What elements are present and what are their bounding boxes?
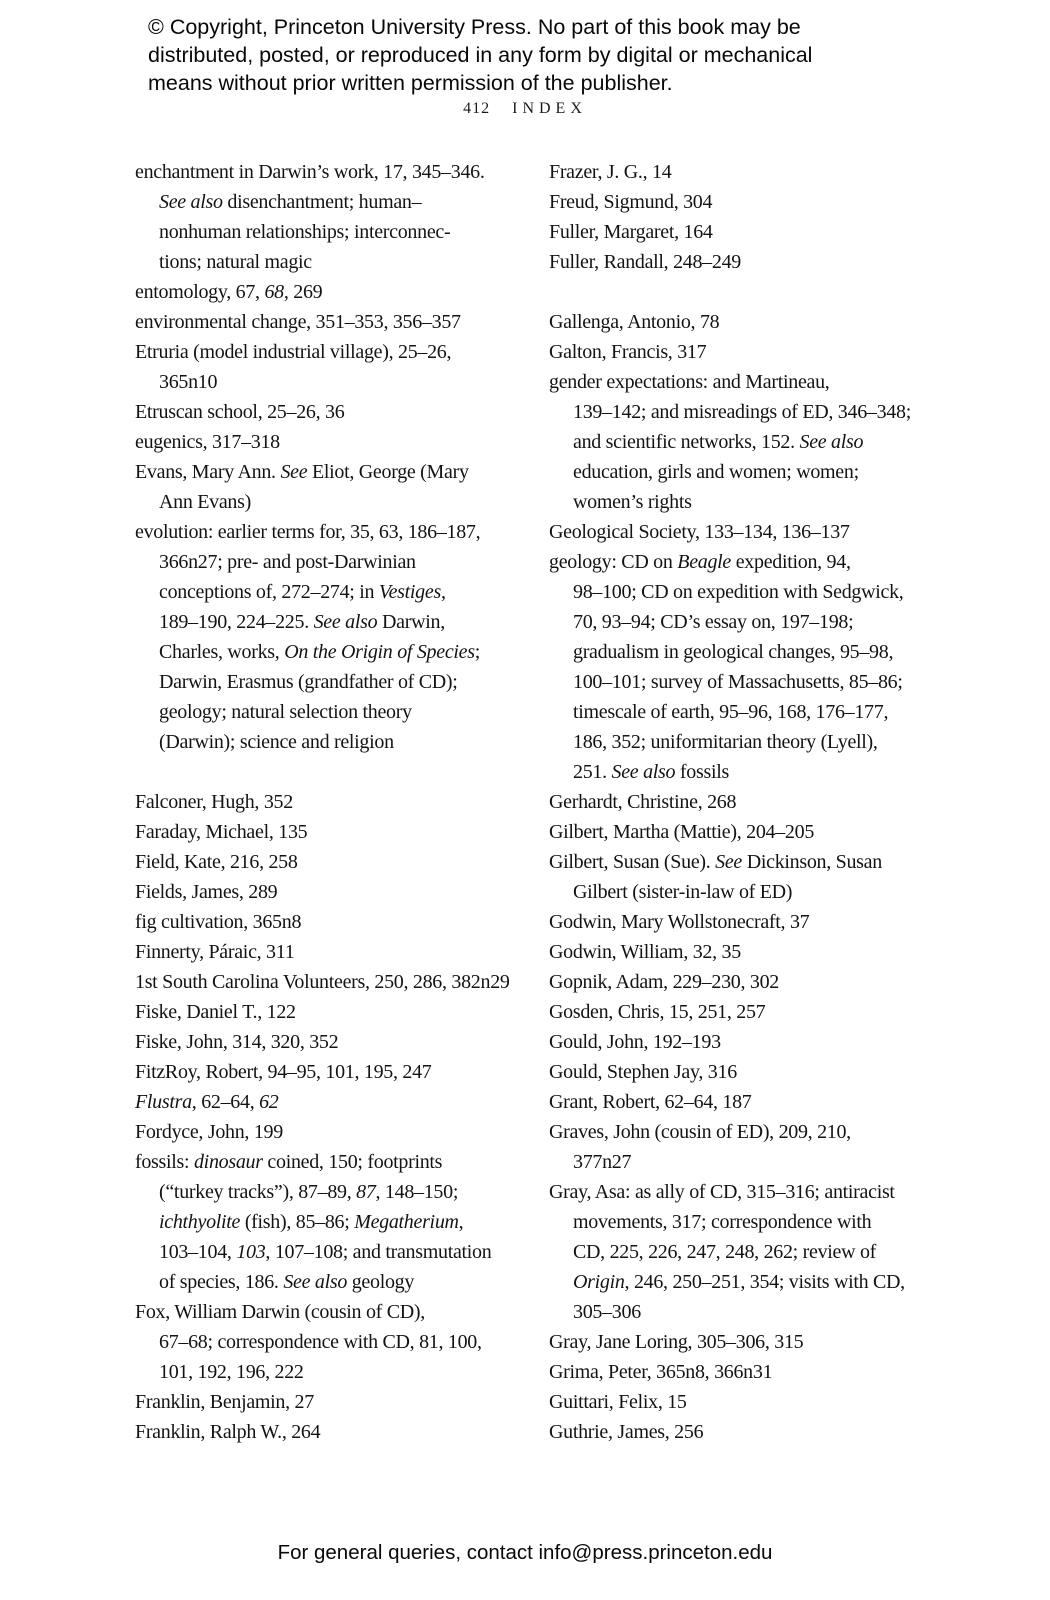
index-entry-continuation-line (135, 697, 535, 727)
plain-text: Grant, Robert, 62–64, 187 (549, 1091, 752, 1113)
plain-text: Etruria (model industrial village), 25–26, (135, 341, 452, 363)
index-entry-first-line (135, 817, 535, 847)
plain-text: Fuller, Randall, 248–249 (549, 251, 741, 273)
plain-text: Galton, Francis, 317 (549, 341, 707, 363)
page-number: 412 (463, 100, 491, 117)
italic-text: See also (313, 611, 378, 633)
index-entry-first-line (135, 1387, 535, 1417)
index-entry-continuation-line (135, 607, 535, 637)
plain-text: fossils: (135, 1151, 194, 1173)
section-title: INDEX (512, 100, 587, 117)
index-entry-first-line (549, 1117, 949, 1147)
index-entry (135, 1027, 535, 1057)
index-entry-first-line (549, 1357, 949, 1387)
plain-text: entomology, 67, (135, 281, 265, 303)
page-header (0, 100, 1050, 118)
index-entry (549, 307, 949, 337)
italic-text: 103 (236, 1241, 266, 1263)
index-column-left (135, 157, 535, 1447)
index-entry (549, 1417, 949, 1447)
plain-text: enchantment in Darwin’s work, 17, 345–346. (135, 161, 485, 183)
index-entry-first-line (549, 517, 949, 547)
plain-text: disenchantment; human– (222, 191, 422, 213)
plain-text: , 269 (283, 281, 323, 303)
plain-text: Geological Society, 133–134, 136–137 (549, 521, 850, 543)
plain-text: Fiske, Daniel T., 122 (135, 1001, 296, 1023)
index-entry (549, 967, 949, 997)
plain-text: movements, 317; correspondence with (573, 1211, 872, 1233)
index-entry (135, 877, 535, 907)
plain-text: , 107–108; and transmutation (265, 1241, 492, 1263)
index-entry-first-line (135, 997, 535, 1027)
index-entry (549, 1177, 949, 1327)
plain-text: , 62–64, (191, 1091, 260, 1113)
plain-text: Gould, Stephen Jay, 316 (549, 1061, 737, 1083)
index-entry-continuation-line (135, 1207, 535, 1237)
index-entry-first-line (135, 877, 535, 907)
plain-text: Gosden, Chris, 15, 251, 257 (549, 1001, 766, 1023)
plain-text: Fuller, Margaret, 164 (549, 221, 713, 243)
index-entry-first-line (549, 1387, 949, 1417)
index-entry-continuation-line (549, 727, 949, 757)
index-entry (135, 1087, 535, 1117)
index-entry (135, 787, 535, 817)
index-entry-first-line (135, 397, 535, 427)
index-entry (135, 277, 535, 307)
plain-text: Graves, John (cousin of ED), 209, 210, (549, 1121, 851, 1143)
italic-text: ichthyolite (159, 1211, 241, 1233)
plain-text: eugenics, 317–318 (135, 431, 280, 453)
plain-text: Charles, works, (159, 641, 285, 663)
index-entry-continuation-line (135, 1177, 535, 1207)
plain-text: Field, Kate, 216, 258 (135, 851, 298, 873)
plain-text: fossils (675, 761, 729, 783)
plain-text: geology; natural selection theory (159, 701, 412, 723)
index-entry (549, 517, 949, 547)
plain-text: conceptions of, 272–274; in (159, 581, 379, 603)
index-entry (549, 787, 949, 817)
index-entry-continuation-line (549, 667, 949, 697)
index-entry-continuation-line (549, 577, 949, 607)
index-entry-continuation-line (549, 397, 949, 427)
index-entry-continuation-line (135, 187, 535, 217)
index-entry-first-line (549, 787, 949, 817)
plain-text: Fields, James, 289 (135, 881, 278, 903)
italic-text: Origin (573, 1271, 625, 1293)
index-entry-first-line (549, 1177, 949, 1207)
plain-text: Etruscan school, 25–26, 36 (135, 401, 345, 423)
italic-text: See also (283, 1271, 348, 1293)
alpha-group-gap (135, 757, 535, 787)
index-entry-first-line (549, 187, 949, 217)
index-entry (549, 937, 949, 967)
index-entry (135, 997, 535, 1027)
index-entry-continuation-line (135, 1357, 535, 1387)
index-entry-continuation-line (135, 667, 535, 697)
plain-text: geology: CD on (549, 551, 678, 573)
index-entry-continuation-line (135, 1267, 535, 1297)
index-entry (549, 547, 949, 787)
index-entry-continuation-line (549, 757, 949, 787)
index-entry-continuation-line (549, 1267, 949, 1297)
italic-text: See (280, 461, 308, 483)
plain-text: Evans, Mary Ann. (135, 461, 281, 483)
index-entry-continuation-line (549, 637, 949, 667)
italic-text: dinosaur (193, 1151, 263, 1173)
index-entry (549, 1327, 949, 1357)
plain-text: evolution: earlier terms for, 35, 63, 186–187, (135, 521, 481, 543)
plain-text: and scientific networks, 152. (573, 431, 800, 453)
plain-text: Fordyce, John, 199 (135, 1121, 283, 1143)
index-entry-first-line (135, 277, 535, 307)
index-entry-first-line (135, 1027, 535, 1057)
index-entry-first-line (549, 817, 949, 847)
plain-text: Faraday, Michael, 135 (135, 821, 308, 843)
index-entry (135, 937, 535, 967)
index-entry (135, 1147, 535, 1297)
index-entry (549, 187, 949, 217)
plain-text: geology (347, 1271, 415, 1293)
plain-text: Gilbert, Martha (Mattie), 204–205 (549, 821, 815, 843)
copyright-notice (148, 13, 812, 97)
plain-text: Ann Evans) (159, 491, 251, 513)
italic-text: See also (799, 431, 864, 453)
index-entry-first-line (549, 157, 949, 187)
index-entry-continuation-line (135, 577, 535, 607)
plain-text: Franklin, Benjamin, 27 (135, 1391, 314, 1413)
index-entry-continuation-line (135, 1237, 535, 1267)
index-entry (135, 907, 535, 937)
index-entry-continuation-line (135, 217, 535, 247)
plain-text: gradualism in geological changes, 95–98, (573, 641, 894, 663)
italic-text: See (715, 851, 743, 873)
index-entry (135, 1297, 535, 1387)
index-entry-first-line (549, 1327, 949, 1357)
plain-text: Eliot, George (Mary (307, 461, 469, 483)
italic-text: 68 (264, 281, 284, 303)
index-entry (549, 1057, 949, 1087)
index-entry-continuation-line (549, 1207, 949, 1237)
italic-text: 87 (356, 1181, 376, 1203)
index-entry (135, 427, 535, 457)
index-entry-first-line (135, 157, 535, 187)
plain-text: FitzRoy, Robert, 94–95, 101, 195, 247 (135, 1061, 432, 1083)
italic-text: Flustra (135, 1091, 192, 1113)
plain-text: Gallenga, Antonio, 78 (549, 311, 720, 333)
index-entry (549, 907, 949, 937)
plain-text: 67–68; correspondence with CD, 81, 100, (159, 1331, 482, 1353)
plain-text: Gilbert, Susan (Sue). (549, 851, 716, 873)
index-entry-continuation-line (549, 427, 949, 457)
index-entry-first-line (135, 847, 535, 877)
index-entry (549, 337, 949, 367)
copyright-line-1: © Copyright, Princeton University Press. No part of this book may be (148, 15, 801, 39)
index-entry-first-line (135, 427, 535, 457)
plain-text: (fish), 85–86; (240, 1211, 355, 1233)
index-columns (0, 157, 1050, 1457)
plain-text: 366n27; pre- and post-Darwinian (159, 551, 416, 573)
index-entry-continuation-line (549, 487, 949, 517)
plain-text: Godwin, Mary Wollstonecraft, 37 (549, 911, 810, 933)
plain-text: Fiske, John, 314, 320, 352 (135, 1031, 339, 1053)
index-entry (549, 157, 949, 187)
plain-text: 251. (573, 761, 612, 783)
plain-text: 70, 93–94; CD’s essay on, 197–198; (573, 611, 854, 633)
plain-text: Gerhardt, Christine, 268 (549, 791, 737, 813)
plain-text: tions; natural magic (159, 251, 312, 273)
plain-text: expedition, 94, (731, 551, 851, 573)
plain-text: Guittari, Felix, 15 (549, 1391, 687, 1413)
plain-text: of species, 186. (159, 1271, 284, 1293)
plain-text: Frazer, J. G., 14 (549, 161, 672, 183)
index-entry-first-line (135, 787, 535, 817)
index-entry-continuation-line (135, 247, 535, 277)
index-entry (549, 367, 949, 517)
index-entry (135, 337, 535, 397)
plain-text: Gilbert (sister-in-law of ED) (573, 881, 793, 903)
index-entry-continuation-line (549, 877, 949, 907)
index-entry (549, 1117, 949, 1177)
index-entry-first-line (135, 967, 535, 997)
index-entry (549, 997, 949, 1027)
index-entry-first-line (549, 547, 949, 577)
index-entry-first-line (135, 1297, 535, 1327)
index-entry-continuation-line (135, 487, 535, 517)
index-entry-continuation-line (135, 727, 535, 757)
plain-text: Gould, John, 192–193 (549, 1031, 721, 1053)
plain-text: 189–190, 224–225. (159, 611, 314, 633)
index-entry (135, 157, 535, 277)
index-entry (549, 847, 949, 907)
plain-text: Finnerty, Páraic, 311 (135, 941, 295, 963)
plain-text: 139–142; and misreadings of ED, 346–348; (573, 401, 911, 423)
index-entry (135, 1057, 535, 1087)
index-entry-first-line (549, 337, 949, 367)
index-entry-first-line (549, 217, 949, 247)
footer-contact: For general queries, contact info@press.princeton.edu (277, 1541, 773, 1564)
plain-text: , (440, 581, 446, 603)
index-entry-continuation-line (549, 1237, 949, 1267)
italic-text: See also (159, 191, 223, 213)
plain-text: Gray, Asa: as ally of CD, 315–316; antiracist (549, 1181, 895, 1203)
copyright-line-2: distributed, posted, or reproduced in any form by digital or mechanical (148, 43, 813, 67)
plain-text: women’s rights (573, 491, 692, 513)
copyright-line-3: means without prior written permission of the publisher. (148, 71, 673, 95)
index-entry-first-line (135, 517, 535, 547)
index-entry-first-line (135, 1417, 535, 1447)
plain-text: , (458, 1211, 464, 1233)
index-entry-continuation-line (135, 637, 535, 667)
index-entry (135, 457, 535, 517)
plain-text: , 246, 250–251, 354; visits with CD, (624, 1271, 905, 1293)
index-entry-continuation-line (135, 547, 535, 577)
index-entry-first-line (135, 1147, 535, 1177)
index-entry-first-line (549, 937, 949, 967)
index-entry (549, 1357, 949, 1387)
italic-text: See also (611, 761, 676, 783)
index-entry-continuation-line (549, 607, 949, 637)
index-entry-first-line (135, 1117, 535, 1147)
plain-text: 365n10 (159, 371, 218, 393)
plain-text: Gray, Jane Loring, 305–306, 315 (549, 1331, 804, 1353)
index-entry-first-line (549, 307, 949, 337)
index-column-right (549, 157, 949, 1447)
index-entry-continuation-line (549, 1297, 949, 1327)
index-entry-first-line (135, 457, 535, 487)
italic-text: Vestiges (378, 581, 441, 603)
italic-text: 62 (259, 1091, 279, 1113)
index-entry (549, 217, 949, 247)
plain-text: Freud, Sigmund, 304 (549, 191, 713, 213)
index-entry-first-line (549, 997, 949, 1027)
plain-text: (“turkey tracks”), 87–89, (159, 1181, 357, 1203)
plain-text: coined, 150; footprints (262, 1151, 443, 1173)
italic-text: Megatherium (354, 1211, 459, 1233)
index-entry-continuation-line (549, 1147, 949, 1177)
index-entry-first-line (549, 847, 949, 877)
plain-text: Falconer, Hugh, 352 (135, 791, 293, 813)
plain-text: 101, 192, 196, 222 (159, 1361, 304, 1383)
italic-text: Beagle (677, 551, 732, 573)
plain-text: ; (474, 641, 480, 663)
plain-text: Fox, William Darwin (cousin of CD), (135, 1301, 425, 1323)
plain-text: 98–100; CD on expedition with Sedgwick, (573, 581, 904, 603)
index-entry-continuation-line (135, 367, 535, 397)
plain-text: fig cultivation, 365n8 (135, 911, 302, 933)
index-entry (135, 1417, 535, 1447)
plain-text: 186, 352; uniformitarian theory (Lyell), (573, 731, 878, 753)
plain-text: Darwin, Erasmus (grandfather of CD); (159, 671, 458, 693)
index-entry-continuation-line (549, 457, 949, 487)
plain-text: 377n27 (573, 1151, 632, 1173)
index-entry (135, 1117, 535, 1147)
plain-text: education, girls and women; women; (573, 461, 859, 483)
plain-text: CD, 225, 226, 247, 248, 262; review of (573, 1241, 877, 1263)
plain-text: nonhuman relationships; interconnec- (159, 221, 451, 243)
plain-text: Gopnik, Adam, 229–230, 302 (549, 971, 779, 993)
index-entry-first-line (549, 907, 949, 937)
plain-text: gender expectations: and Martineau, (549, 371, 830, 393)
plain-text: environmental change, 351–353, 356–357 (135, 311, 461, 333)
index-entry-first-line (549, 967, 949, 997)
index-entry-first-line (549, 367, 949, 397)
index-entry (135, 1387, 535, 1417)
index-entry-first-line (549, 1027, 949, 1057)
alpha-group-gap (549, 277, 949, 307)
plain-text: Darwin, (377, 611, 445, 633)
index-entry (135, 847, 535, 877)
index-entry (549, 817, 949, 847)
italic-text: On the Origin of Species (284, 641, 475, 663)
index-entry-continuation-line (549, 697, 949, 727)
plain-text: , 148–150; (375, 1181, 459, 1203)
index-entry (549, 1087, 949, 1117)
index-entry-first-line (549, 1087, 949, 1117)
plain-text: Guthrie, James, 256 (549, 1421, 704, 1443)
plain-text: 103–104, (159, 1241, 237, 1263)
plain-text: Dickinson, Susan (742, 851, 882, 873)
index-entry-first-line (135, 307, 535, 337)
index-entry-first-line (135, 1087, 535, 1117)
plain-text: timescale of earth, 95–96, 168, 176–177, (573, 701, 889, 723)
plain-text: 305–306 (573, 1301, 641, 1323)
index-entry (135, 307, 535, 337)
index-entry (549, 1027, 949, 1057)
index-entry (135, 817, 535, 847)
index-entry-first-line (135, 907, 535, 937)
index-entry-first-line (135, 337, 535, 367)
plain-text: 1st South Carolina Volunteers, 250, 286, 382n29 (135, 971, 510, 993)
index-entry (549, 1387, 949, 1417)
index-entry-first-line (135, 1057, 535, 1087)
index-entry (135, 397, 535, 427)
plain-text: Grima, Peter, 365n8, 366n31 (549, 1361, 773, 1383)
index-entry-continuation-line (135, 1327, 535, 1357)
index-entry-first-line (549, 247, 949, 277)
plain-text: Franklin, Ralph W., 264 (135, 1421, 321, 1443)
index-entry-first-line (135, 937, 535, 967)
index-entry-first-line (549, 1057, 949, 1087)
plain-text: Godwin, William, 32, 35 (549, 941, 741, 963)
plain-text: (Darwin); science and religion (159, 731, 394, 753)
index-entry-first-line (549, 1417, 949, 1447)
index-entry (549, 247, 949, 277)
plain-text: 100–101; survey of Massachusetts, 85–86; (573, 671, 903, 693)
index-entry (135, 517, 535, 757)
index-entry (135, 967, 535, 997)
